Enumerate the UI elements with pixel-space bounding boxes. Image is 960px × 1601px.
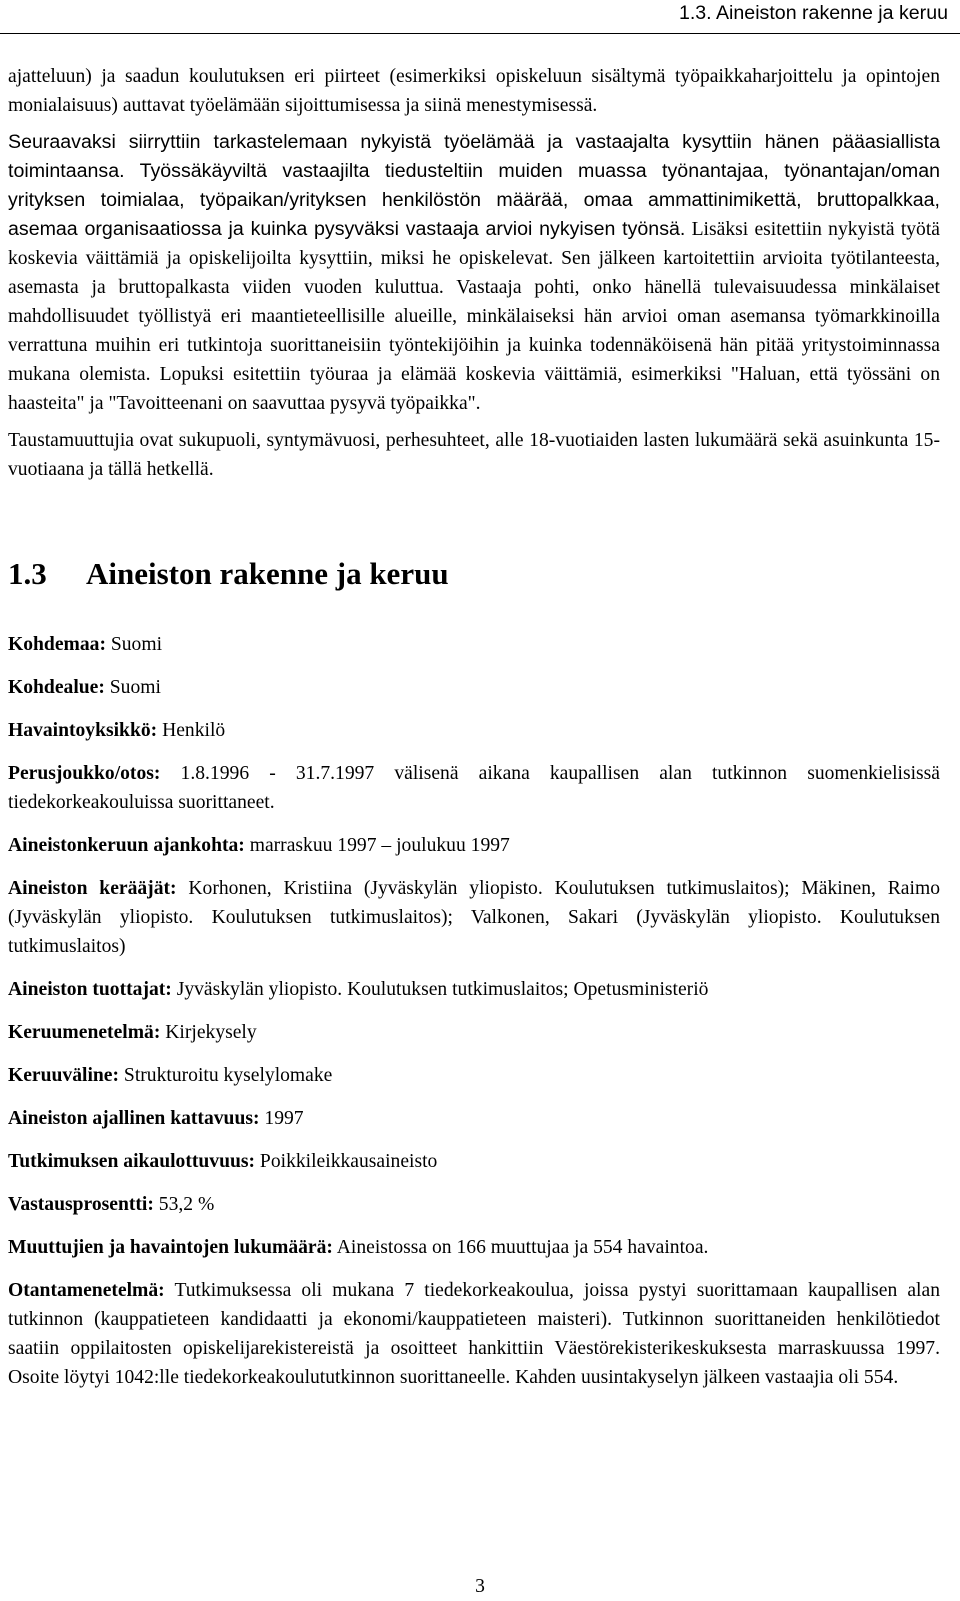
metadata-field: [8, 1190, 940, 1219]
metadata-field: [8, 874, 940, 961]
field-value: Kirjekysely: [160, 1022, 257, 1043]
field-label: Aineiston ajallinen kattavuus:: [8, 1108, 260, 1129]
running-head: 1.3. Aineiston rakenne ja keruu: [678, 2, 948, 24]
metadata-fields: [8, 630, 940, 1392]
section-title: Aineiston rakenne ja keruu: [86, 556, 449, 591]
field-value: 1.8.1996 - 31.7.1997 välisenä aikana kaupallisen alan tutkinnon suomenkielisissä tiedekorkeakouluissa suorittaneet.: [8, 763, 940, 813]
page-body: [8, 62, 940, 1406]
field-value: Suomi: [105, 634, 163, 655]
metadata-field: [8, 1104, 940, 1133]
field-value: Korhonen, Kristiina (Jyväskylän yliopisto. Koulutuksen tutkimuslaitos); Mäkinen, Raimo (Jyväskylän yliopisto. Koulutuksen tutkimuslaitos); Valkonen, Sakari (Jyväskylän yliopisto. Koulutuksen tutkimuslaitos): [8, 878, 940, 957]
metadata-field: [8, 630, 940, 659]
header-rule: [0, 33, 960, 34]
field-label: Kohdealue:: [8, 677, 105, 698]
field-label: Keruuväline:: [8, 1065, 120, 1086]
metadata-field: [8, 1276, 940, 1392]
intro-paragraph-3: Taustamuuttujia ovat sukupuoli, syntymävuosi, perhesuhteet, alle 18-vuotiaiden lasten lukumäärä sekä asuinkunta 15-vuotiaana ja tällä hetkellä.: [8, 430, 940, 480]
metadata-field: [8, 975, 940, 1004]
field-value: Suomi: [104, 677, 161, 698]
field-value: Tutkimuksessa oli mukana 7 tiedekorkeakoulua, joissa pystyi suorittamaan kaupallisen alan tutkinnon (kauppatieteen kandidaatti ja ekonomi/kauppatieteen maisteri). Tutkinnon suorittaneiden henkilötiedot saatiin oppilaitosten opiskelijarekistereistä ja osoitteet hankittiin Väestörekisterikeskuksesta marraskuussa 1997. Osoite löytyi 1042:lle tiedekorkeakoulututkinnon suorittaneelle. Kahden uusintakyselyn jälkeen vastaajia oli 554.: [8, 1280, 940, 1388]
field-label: Vastausprosentti:: [8, 1194, 154, 1215]
field-label: Keruumenetelmä:: [8, 1022, 161, 1043]
metadata-field: [8, 673, 940, 702]
metadata-field: [8, 831, 940, 860]
field-value: 1997: [259, 1108, 304, 1129]
page-number: 3: [475, 1576, 485, 1597]
intro-paragraph-2-serif-part: Lisäksi esitettiin nykyistä työtä koskevia väittämiä ja opiskelijoilta kysyttiin, miksi he opiskelevat. Sen jälkeen kartoitettiin arvioita työtilanteesta, asemasta ja bruttopalkasta viiden vuoden kuluttua. Vastaaja pohti, onko hänellä tulevaisuudessa minkälaiset mahdollisuudet työllistyä eri maantieteellisille alueille, minkälaiseksi hän arvioi oman asemansa työmarkkinoilla verrattuna muihin eri tutkintoja suorittaneisiin työntekijöihin ja kuinka todennäköisenä hän pitää yritystoiminnassa mukana olemista. Lopuksi esitettiin työuraa ja elämää koskevia väittämiä, esimerkiksi "Haluan, että työssäni on haasteita" ja "Tavoitteenani on saavuttaa pysyvä työpaikka".: [8, 219, 940, 414]
field-label: Kohdemaa:: [8, 634, 106, 655]
field-label: Tutkimuksen aikaulottuvuus:: [8, 1151, 256, 1172]
metadata-field: [8, 1147, 940, 1176]
metadata-field: [8, 1061, 940, 1090]
field-label: Aineiston kerääjät:: [8, 878, 177, 899]
field-value: Strukturoitu kyselylomake: [119, 1065, 333, 1086]
section-number: 1.3: [8, 556, 47, 591]
metadata-field: [8, 716, 940, 745]
field-label: Perusjoukko/otos:: [8, 763, 161, 784]
field-value: Jyväskylän yliopisto. Koulutuksen tutkimuslaitos; Opetusministeriö: [171, 979, 709, 1000]
field-label: Muuttujien ja havaintojen lukumäärä:: [8, 1237, 333, 1258]
field-value: Poikkileikkausaineisto: [255, 1151, 438, 1172]
section-heading: [8, 554, 940, 594]
field-label: Havaintoyksikkö:: [8, 720, 158, 741]
field-label: Otantamenetelmä:: [8, 1280, 165, 1301]
field-value: Aineistossa on 166 muuttujaa ja 554 havaintoa.: [332, 1237, 709, 1258]
metadata-field: [8, 759, 940, 817]
metadata-field: [8, 1018, 940, 1047]
field-label: Aineistonkeruun ajankohta:: [8, 835, 245, 856]
intro-paragraph-2: [8, 128, 940, 418]
intro-paragraph-1: ajatteluun) ja saadun koulutuksen eri piirteet (esimerkiksi opiskeluun sisältymä työpaikkaharjoittelu ja opintojen monialaisuus) auttavat työelämään sijoittumisessa ja siinä menestymisessä.: [8, 66, 940, 116]
field-value: Henkilö: [157, 720, 226, 741]
intro-paragraph-2-sans-part: Seuraavaksi siirryttiin tarkastelemaan nykyistä työelämää ja vastaajalta kysyttiin hänen pääasiallista toimintaansa. Työssäkäyviltä vastaajilta tiedusteltiin muiden muassa työnantajaa, työnantajan/oman yrityksen toimialaa, työpaikan/yrityksen henkilöstön määrää, omaa ammattinimikettä, bruttopalkkaa, asemaa organisaatiossa ja kuinka pysyväksi vastaaja arvioi nykyisen työnsä.: [8, 131, 940, 240]
field-value: marraskuu 1997 – joulukuu 1997: [244, 835, 510, 856]
metadata-field: [8, 1233, 940, 1262]
field-value: 53,2 %: [153, 1194, 215, 1215]
field-label: Aineiston tuottajat:: [8, 979, 172, 1000]
